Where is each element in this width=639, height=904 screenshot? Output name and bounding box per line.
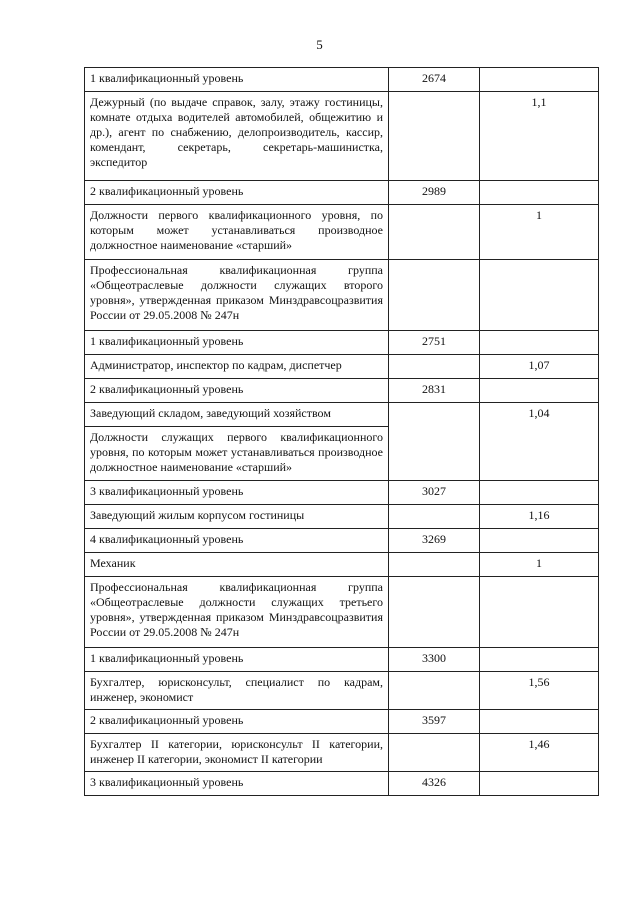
table-row xyxy=(85,529,599,553)
row-label: Бухгалтер, юрисконсульт, специалист по кадрам, инженер, экономист xyxy=(85,672,389,710)
row-label: 1 квалификационный уровень xyxy=(85,648,389,672)
coefficient-cell xyxy=(480,577,599,648)
coefficient-cell: 1 xyxy=(480,553,599,577)
table-row xyxy=(85,734,599,772)
coefficient-cell: 1,46 xyxy=(480,734,599,772)
coefficient-cell xyxy=(480,772,599,796)
coefficient-cell: 1,56 xyxy=(480,672,599,710)
coefficient-cell xyxy=(480,379,599,403)
table-row xyxy=(85,772,599,796)
salary-cell: 4326 xyxy=(389,772,480,796)
salary-cell xyxy=(389,92,480,181)
row-label: 1 квалификационный уровень xyxy=(85,331,389,355)
coefficient-cell xyxy=(480,260,599,331)
row-label: 2 квалификационный уровень xyxy=(85,379,389,403)
table-row xyxy=(85,205,599,260)
table-row xyxy=(85,355,599,379)
coefficient-cell xyxy=(480,181,599,205)
coefficient-cell: 1,16 xyxy=(480,505,599,529)
row-label: Заведующий складом, заведующий хозяйством xyxy=(85,403,389,427)
salary-cell xyxy=(389,505,480,529)
table-row xyxy=(85,331,599,355)
salary-cell xyxy=(389,734,480,772)
coefficient-cell: 1 xyxy=(480,205,599,260)
table-row xyxy=(85,403,599,427)
salary-cell: 2674 xyxy=(389,68,480,92)
salary-cell xyxy=(389,260,480,331)
row-label: Администратор, инспектор по кадрам, диспетчер xyxy=(85,355,389,379)
salary-cell: 2831 xyxy=(389,379,480,403)
table-row xyxy=(85,553,599,577)
table-row xyxy=(85,577,599,648)
table-row xyxy=(85,481,599,505)
table-row xyxy=(85,260,599,331)
salary-cell xyxy=(389,577,480,648)
row-label: Заведующий жилым корпусом гостиницы xyxy=(85,505,389,529)
coefficient-cell: 1,04 xyxy=(480,403,599,481)
row-label: Бухгалтер II категории, юрисконсульт II категории, инженер II категории, экономист II категории xyxy=(85,734,389,772)
table-row xyxy=(85,379,599,403)
coefficient-cell: 1,07 xyxy=(480,355,599,379)
row-label: 1 квалификационный уровень xyxy=(85,68,389,92)
coefficient-cell xyxy=(480,529,599,553)
group-heading: Профессиональная квалификационная группа «Общеотраслевые должности служащих второго уровня», утвержденная приказом Минздравсоцразвития России от 29.05.2008 № 247н xyxy=(85,260,389,331)
coefficient-cell xyxy=(480,481,599,505)
page-number: 5 xyxy=(316,37,323,52)
table-row xyxy=(85,710,599,734)
salary-cell: 3300 xyxy=(389,648,480,672)
row-label: 4 квалификационный уровень xyxy=(85,529,389,553)
table-row xyxy=(85,68,599,92)
row-label: Должности первого квалификационного уровня, по которым может устанавливаться производное должностное наименование «старший» xyxy=(85,205,389,260)
salary-cell xyxy=(389,672,480,710)
table-row xyxy=(85,672,599,710)
row-label: 2 квалификационный уровень xyxy=(85,710,389,734)
row-label: 2 квалификационный уровень xyxy=(85,181,389,205)
row-label: Должности служащих первого квалификационного уровня, по которым может устанавливаться производное должностное наименование «старший» xyxy=(85,427,389,481)
coefficient-cell: 1,1 xyxy=(480,92,599,181)
coefficient-cell xyxy=(480,68,599,92)
table-row xyxy=(85,505,599,529)
salary-table xyxy=(84,67,599,796)
salary-cell: 3597 xyxy=(389,710,480,734)
row-label: 3 квалификационный уровень xyxy=(85,772,389,796)
coefficient-cell xyxy=(480,648,599,672)
salary-cell xyxy=(389,553,480,577)
salary-cell: 3269 xyxy=(389,529,480,553)
table-row xyxy=(85,92,599,181)
salary-cell xyxy=(389,403,480,481)
coefficient-cell xyxy=(480,710,599,734)
row-label: Дежурный (по выдаче справок, залу, этажу гостиницы, комнате отдыха водителей автомобилей, общежитию и др.), агент по снабжению, делопроизводитель, кассир, комендант, секретарь, секретарь-машинистка, экспедитор xyxy=(85,92,389,181)
salary-cell xyxy=(389,355,480,379)
row-label: Механик xyxy=(85,553,389,577)
row-label: 3 квалификационный уровень xyxy=(85,481,389,505)
salary-cell xyxy=(389,205,480,260)
table-row xyxy=(85,648,599,672)
salary-cell: 2989 xyxy=(389,181,480,205)
coefficient-cell xyxy=(480,331,599,355)
group-heading: Профессиональная квалификационная группа «Общеотраслевые должности служащих третьего уровня», утвержденная приказом Минздравсоцразвития России от 29.05.2008 № 247н xyxy=(85,577,389,648)
table-row xyxy=(85,181,599,205)
salary-cell: 3027 xyxy=(389,481,480,505)
salary-cell: 2751 xyxy=(389,331,480,355)
